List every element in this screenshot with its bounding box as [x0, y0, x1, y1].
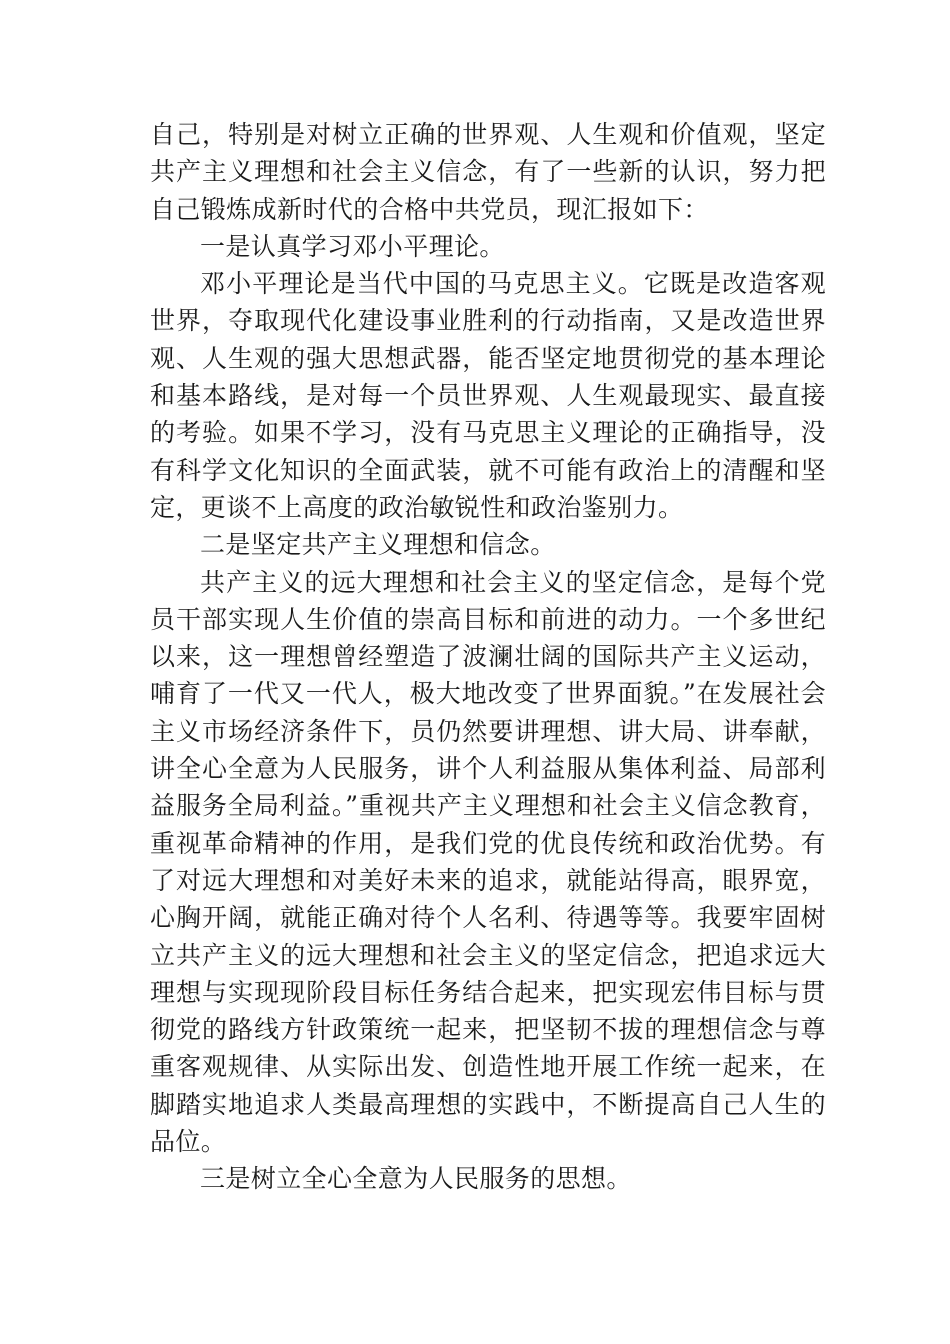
section-heading-1: 一是认真学习邓小平理论。 [200, 231, 505, 261]
paragraph-communist-ideals: 共产主义的远大理想和社会主义的坚定信念，是每个党员干部实现人生价值的崇高目标和前进的动力。一个多世纪以来，这一理想曾经塑造了波澜壮阔的国际共产主义运动，哺育了一代又一代人，极大地改变了世界面貌。”在发展社会主义市场经济条件下，员仍然要讲理想、讲大局、讲奉献，讲全心全意为人民服务，讲个人利益服从集体利益、局部利益服务全局利益。”重视共产主义理想和社会主义信念教育，重视革命精神的作用，是我们党的优良传统和政治优势。有了对远大理想和对美好未来的追求，就能站得高，眼界宽，心胸开阔，就能正确对待个人名利、待遇等等。我要牢固树立共产主义的远大理想和社会主义的坚定信念，把追求远大理想与实现现阶段目标任务结合起来，把实现宏伟目标与贯彻党的路线方针政策统一起来，把坚韧不拔的理想信念与尊重客观规律、从实际出发、创造性地开展工作统一起来，在脚踏实地追求人类最高理想的实践中，不断提高自己人生的品位。 [150, 567, 826, 1157]
document-body [150, 116, 826, 1198]
paragraph-deng-theory: 邓小平理论是当代中国的马克思主义。它既是改造客观世界，夺取现代化建设事业胜利的行动指南，又是改造世界观、人生观的强大思想武器，能否坚定地贯彻党的基本理论和基本路线，是对每一个员世界观、人生观最现实、最直接的考验。如果不学习，没有马克思主义理论的正确指导，没有科学文化知识的全面武装，就不可能有政治上的清醒和坚定，更谈不上高度的政治敏锐性和政治鉴别力。 [150, 269, 826, 522]
section-heading-3: 三是树立全心全意为人民服务的思想。 [200, 1164, 632, 1194]
section-heading-2: 二是坚定共产主义理想和信念。 [200, 530, 556, 560]
paragraph-continuation: 自己，特别是对树立正确的世界观、人生观和价值观，坚定共产主义理想和社会主义信念，有了一些新的认识，努力把自己锻炼成新时代的合格中共党员，现汇报如下： [150, 120, 826, 224]
